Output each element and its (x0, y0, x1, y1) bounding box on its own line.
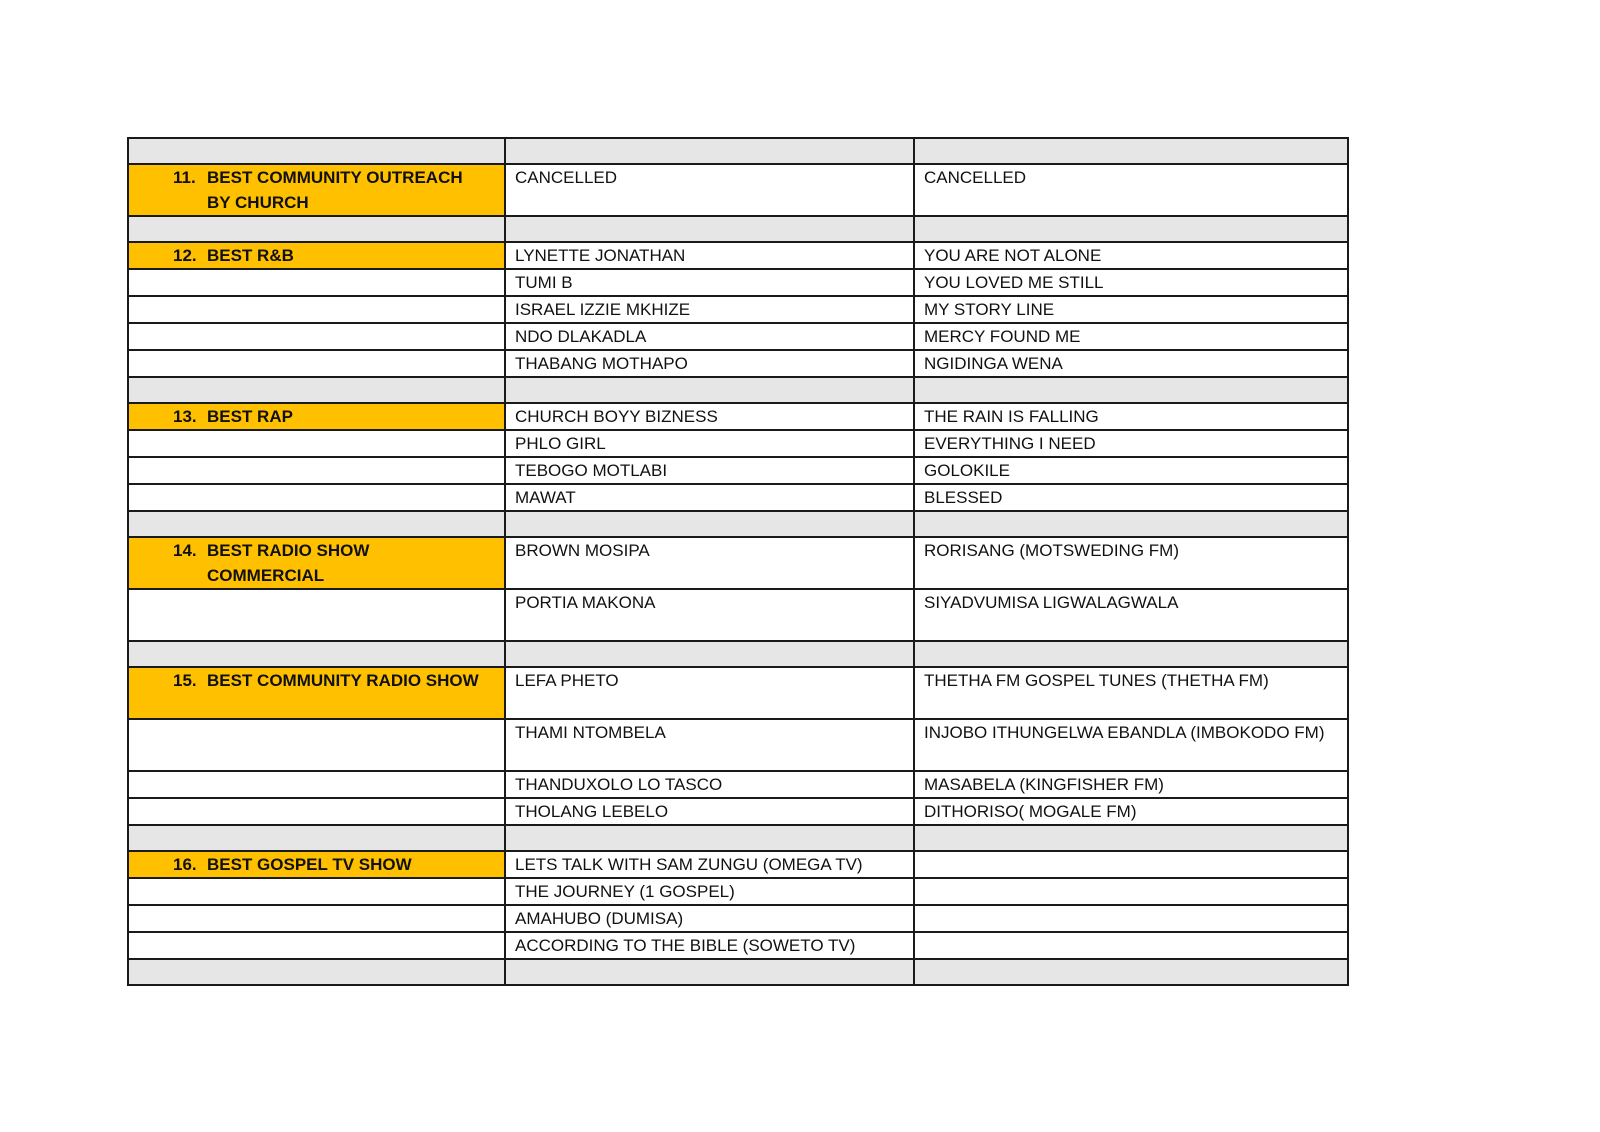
category-cell (128, 350, 505, 377)
category-number: 15. (173, 671, 197, 690)
category-cell (128, 296, 505, 323)
spacer-cell (914, 959, 1348, 985)
category-cell (128, 932, 505, 959)
work-cell: MASABELA (KINGFISHER FM) (914, 771, 1348, 798)
spacer-cell (914, 641, 1348, 667)
category-cell (128, 878, 505, 905)
work-cell: YOU ARE NOT ALONE (914, 242, 1348, 269)
category-title: BEST COMMUNITY RADIO SHOW (207, 671, 479, 690)
category-cell (128, 403, 505, 430)
nominee-cell: CHURCH BOYY BIZNESS (505, 403, 914, 430)
table-row (128, 164, 1348, 216)
spacer-cell (505, 959, 914, 985)
nominee-cell: THANDUXOLO LO TASCO (505, 771, 914, 798)
table-row (128, 851, 1348, 878)
spacer-row (128, 959, 1348, 985)
nominee-cell: THABANG MOTHAPO (505, 350, 914, 377)
category-cell (128, 771, 505, 798)
table-row (128, 457, 1348, 484)
spacer-cell (128, 511, 505, 537)
nominee-cell: TUMI B (505, 269, 914, 296)
nominee-cell: LEFA PHETO (505, 667, 914, 719)
category-number: 11. (173, 168, 196, 187)
table-row (128, 403, 1348, 430)
category-cell (128, 589, 505, 641)
nominee-cell: MAWAT (505, 484, 914, 511)
work-cell: CANCELLED (914, 164, 1348, 216)
work-cell: RORISANG (MOTSWEDING FM) (914, 537, 1348, 589)
nominees-table-body (128, 138, 1348, 985)
spacer-cell (505, 138, 914, 164)
category-title: BEST RADIO SHOW COMMERCIAL (207, 541, 370, 585)
nominees-table (127, 137, 1349, 986)
nominee-cell: ACCORDING TO THE BIBLE (SOWETO TV) (505, 932, 914, 959)
spacer-cell (128, 825, 505, 851)
nominee-cell: NDO DLAKADLA (505, 323, 914, 350)
spacer-cell (505, 216, 914, 242)
category-title: BEST R&B (207, 246, 294, 265)
table-row (128, 932, 1348, 959)
table-row (128, 589, 1348, 641)
nominee-cell: ISRAEL IZZIE MKHIZE (505, 296, 914, 323)
nominee-cell: LYNETTE JONATHAN (505, 242, 914, 269)
spacer-row (128, 216, 1348, 242)
category-cell (128, 242, 505, 269)
table-row (128, 537, 1348, 589)
table-row (128, 771, 1348, 798)
spacer-cell (128, 641, 505, 667)
nominee-cell: PORTIA MAKONA (505, 589, 914, 641)
table-row (128, 484, 1348, 511)
category-title: BEST RAP (207, 407, 293, 426)
category-cell (128, 164, 505, 216)
category-cell (128, 430, 505, 457)
category-cell (128, 851, 505, 878)
spacer-cell (128, 138, 505, 164)
spacer-row (128, 641, 1348, 667)
spacer-cell (505, 825, 914, 851)
category-cell (128, 269, 505, 296)
spacer-cell (914, 511, 1348, 537)
spacer-cell (914, 138, 1348, 164)
category-title: BEST COMMUNITY OUTREACH BY CHURCH (207, 168, 463, 212)
nominee-cell: THOLANG LEBELO (505, 798, 914, 825)
nominee-cell: LETS TALK WITH SAM ZUNGU (OMEGA TV) (505, 851, 914, 878)
table-row (128, 296, 1348, 323)
table-row (128, 878, 1348, 905)
nominee-cell: TEBOGO MOTLABI (505, 457, 914, 484)
category-cell (128, 457, 505, 484)
work-cell: BLESSED (914, 484, 1348, 511)
work-cell: NGIDINGA WENA (914, 350, 1348, 377)
spacer-cell (505, 377, 914, 403)
work-cell: GOLOKILE (914, 457, 1348, 484)
work-cell (914, 932, 1348, 959)
category-cell (128, 798, 505, 825)
nominee-cell: THAMI NTOMBELA (505, 719, 914, 771)
table-row (128, 719, 1348, 771)
work-cell: EVERYTHING I NEED (914, 430, 1348, 457)
work-cell (914, 905, 1348, 932)
category-cell (128, 905, 505, 932)
category-cell (128, 323, 505, 350)
work-cell: SIYADVUMISA LIGWALAGWALA (914, 589, 1348, 641)
work-cell (914, 851, 1348, 878)
category-number: 14. (173, 541, 197, 560)
work-cell (914, 878, 1348, 905)
nominee-cell: AMAHUBO (DUMISA) (505, 905, 914, 932)
work-cell: THETHA FM GOSPEL TUNES (THETHA FM) (914, 667, 1348, 719)
nominee-cell: BROWN MOSIPA (505, 537, 914, 589)
category-cell (128, 719, 505, 771)
table-row (128, 798, 1348, 825)
nominee-cell: CANCELLED (505, 164, 914, 216)
spacer-cell (128, 377, 505, 403)
nominee-cell: THE JOURNEY (1 GOSPEL) (505, 878, 914, 905)
table-row (128, 350, 1348, 377)
category-cell (128, 537, 505, 589)
table-row (128, 242, 1348, 269)
work-cell: YOU LOVED ME STILL (914, 269, 1348, 296)
category-title: BEST GOSPEL TV SHOW (207, 855, 412, 874)
spacer-row (128, 825, 1348, 851)
work-cell: MY STORY LINE (914, 296, 1348, 323)
table-row (128, 323, 1348, 350)
work-cell: INJOBO ITHUNGELWA EBANDLA (IMBOKODO FM) (914, 719, 1348, 771)
spacer-cell (505, 641, 914, 667)
category-cell (128, 484, 505, 511)
table-row (128, 269, 1348, 296)
spacer-row (128, 377, 1348, 403)
spacer-cell (128, 959, 505, 985)
spacer-cell (914, 216, 1348, 242)
work-cell: DITHORISO( MOGALE FM) (914, 798, 1348, 825)
work-cell: MERCY FOUND ME (914, 323, 1348, 350)
spacer-cell (914, 377, 1348, 403)
spacer-cell (914, 825, 1348, 851)
spacer-cell (505, 511, 914, 537)
spacer-cell (128, 216, 505, 242)
table-row (128, 905, 1348, 932)
spacer-row (128, 138, 1348, 164)
category-number: 16. (173, 855, 197, 874)
table-row (128, 667, 1348, 719)
category-cell (128, 667, 505, 719)
table-row (128, 430, 1348, 457)
category-number: 13. (173, 407, 197, 426)
nominee-cell: PHLO GIRL (505, 430, 914, 457)
work-cell: THE RAIN IS FALLING (914, 403, 1348, 430)
spacer-row (128, 511, 1348, 537)
category-number: 12. (173, 246, 197, 265)
